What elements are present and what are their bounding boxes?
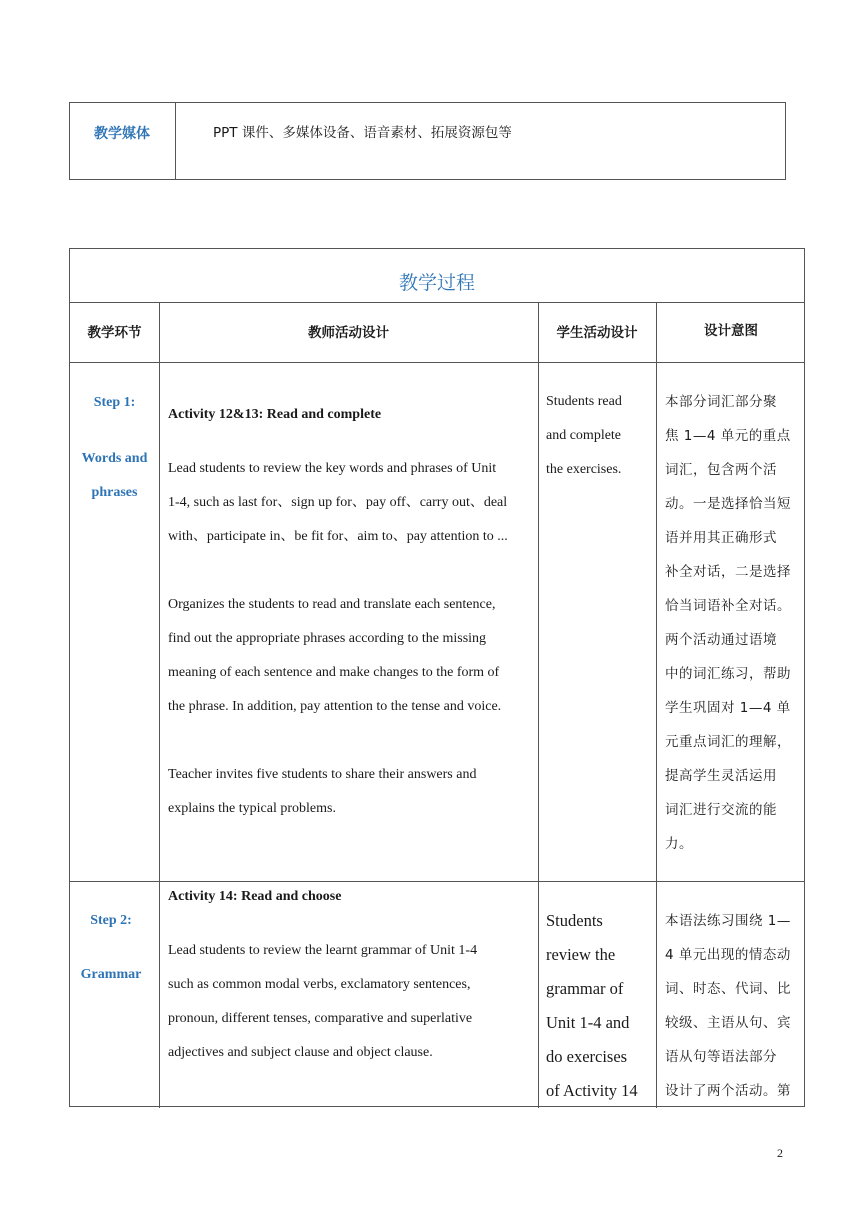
step2-teacher-line: adjectives and subject clause and object clause. [168, 1045, 433, 1060]
step2-student-line: Students [546, 911, 603, 930]
step1-design-intent [665, 385, 805, 861]
step1-intent-line: 提高学生灵活运用 [665, 768, 777, 784]
step1-student-line: and complete [546, 428, 622, 443]
step2-student-line: do exercises [546, 1047, 628, 1066]
step2-activity-title: Activity 14: Read and choose [168, 889, 342, 904]
step1-teacher-line: find out the appropriate phrases according to the missing [168, 631, 487, 646]
step2-student-line: grammar of [546, 979, 624, 998]
step1-intent-line: 学生巩固对 1—4 单 [665, 700, 791, 716]
step1-teacher-activity [168, 398, 536, 826]
step1-intent-line: 中的词汇练习，帮助 [665, 666, 791, 682]
step1-activity-title: Activity 12&13: Read and complete [168, 407, 382, 422]
header-student-activity: 学生活动设计 [556, 325, 638, 341]
col-divider-3 [656, 302, 657, 1108]
step2-intent-line: 语从句等语法部分 [665, 1049, 777, 1065]
step1-name-line2: phrases [91, 485, 138, 500]
step1-student-activity [546, 385, 654, 487]
step2-number: Step 2: [90, 913, 132, 928]
step2-teacher-activity [168, 880, 536, 1070]
header-teacher-activity: 教师活动设计 [308, 325, 389, 341]
media-value: PPT 课件、多媒体设备、语音素材、拓展资源包等 [213, 125, 512, 141]
step1-teacher-line: with、participate in、be fit for、aim to、pay attention to ... [168, 529, 508, 544]
step1-name-line1: Words and [81, 451, 148, 466]
step1-intent-line: 补全对话，二是选择 [665, 564, 791, 580]
step1-intent-line: 恰当词语补全对话。 [665, 598, 791, 614]
step1-teacher-line: the phrase. In addition, pay attention to the tense and voice. [168, 699, 502, 714]
header-stage: 教学环节 [87, 325, 142, 341]
step1-intent-line: 两个活动通过语境 [665, 632, 777, 648]
col-divider-1 [159, 302, 160, 1108]
step1-number: Step 1: [93, 395, 136, 410]
step2-intent-line: 本语法练习围绕 1— [665, 913, 791, 929]
step1-intent-line: 词汇进行交流的能 [665, 802, 777, 818]
step2-intent-line: 较级、主语从句、宾 [665, 1015, 791, 1031]
col-divider-2 [538, 302, 539, 1108]
step1-teacher-line: 1-4, such as last for、sign up for、pay off、carry out、deal [168, 495, 508, 510]
process-table [69, 248, 805, 1107]
step2-label [70, 904, 152, 992]
step1-intent-line: 元重点词汇的理解， [665, 734, 791, 750]
step1-teacher-line: meaning of each sentence and make changes to the form of [168, 665, 500, 680]
step2-design-intent [665, 904, 805, 1108]
step1-teacher-line: Teacher invites five students to share their answers and [168, 767, 477, 782]
step2-teacher-line: Lead students to review the learnt grammar of Unit 1-4 [168, 943, 478, 958]
step2-intent-line: 4 单元出现的情态动 [665, 947, 791, 963]
step1-student-line: the exercises. [546, 462, 622, 477]
step2-student-activity [546, 904, 656, 1108]
step2-teacher-line: such as common modal verbs, exclamatory sentences, [168, 977, 471, 992]
step2-student-line: of Activity 14 [546, 1081, 638, 1100]
step1-intent-line: 力。 [665, 836, 693, 852]
header-design-intent: 设计意图 [704, 323, 758, 339]
media-table [69, 102, 786, 180]
step2-intent-line: 设计了两个活动。第 [665, 1083, 791, 1099]
step2-student-line: review the [546, 945, 616, 964]
step2-teacher-line: pronoun, different tenses, comparative and superlative [168, 1011, 473, 1026]
step1-intent-line: 焦 1—4 单元的重点 [665, 428, 791, 444]
step1-teacher-line: Organizes the students to read and translate each sentence, [168, 597, 496, 612]
step2-name: Grammar [80, 967, 142, 982]
step1-intent-line: 动。一是选择恰当短 [665, 496, 791, 512]
step1-intent-line: 语并用其正确形式 [665, 530, 777, 546]
step2-intent-line: 词、时态、代词、比 [665, 981, 791, 997]
step1-teacher-line: Lead students to review the key words and phrases of Unit [168, 461, 497, 476]
page-number: 2 [777, 1146, 783, 1160]
title-row-divider [70, 302, 804, 303]
media-label: 教学媒体 [94, 126, 150, 142]
step2-student-line: Unit 1-4 and [546, 1013, 630, 1032]
header-row-divider [70, 362, 804, 363]
step1-label [70, 386, 159, 510]
process-title: 教学过程 [398, 272, 475, 294]
step1-teacher-line: explains the typical problems. [168, 801, 336, 816]
step1-intent-line: 本部分词汇部分聚 [665, 394, 777, 410]
media-divider [175, 103, 176, 179]
step1-student-line: Students read [546, 394, 622, 409]
step1-intent-line: 词汇，包含两个活 [665, 462, 777, 478]
